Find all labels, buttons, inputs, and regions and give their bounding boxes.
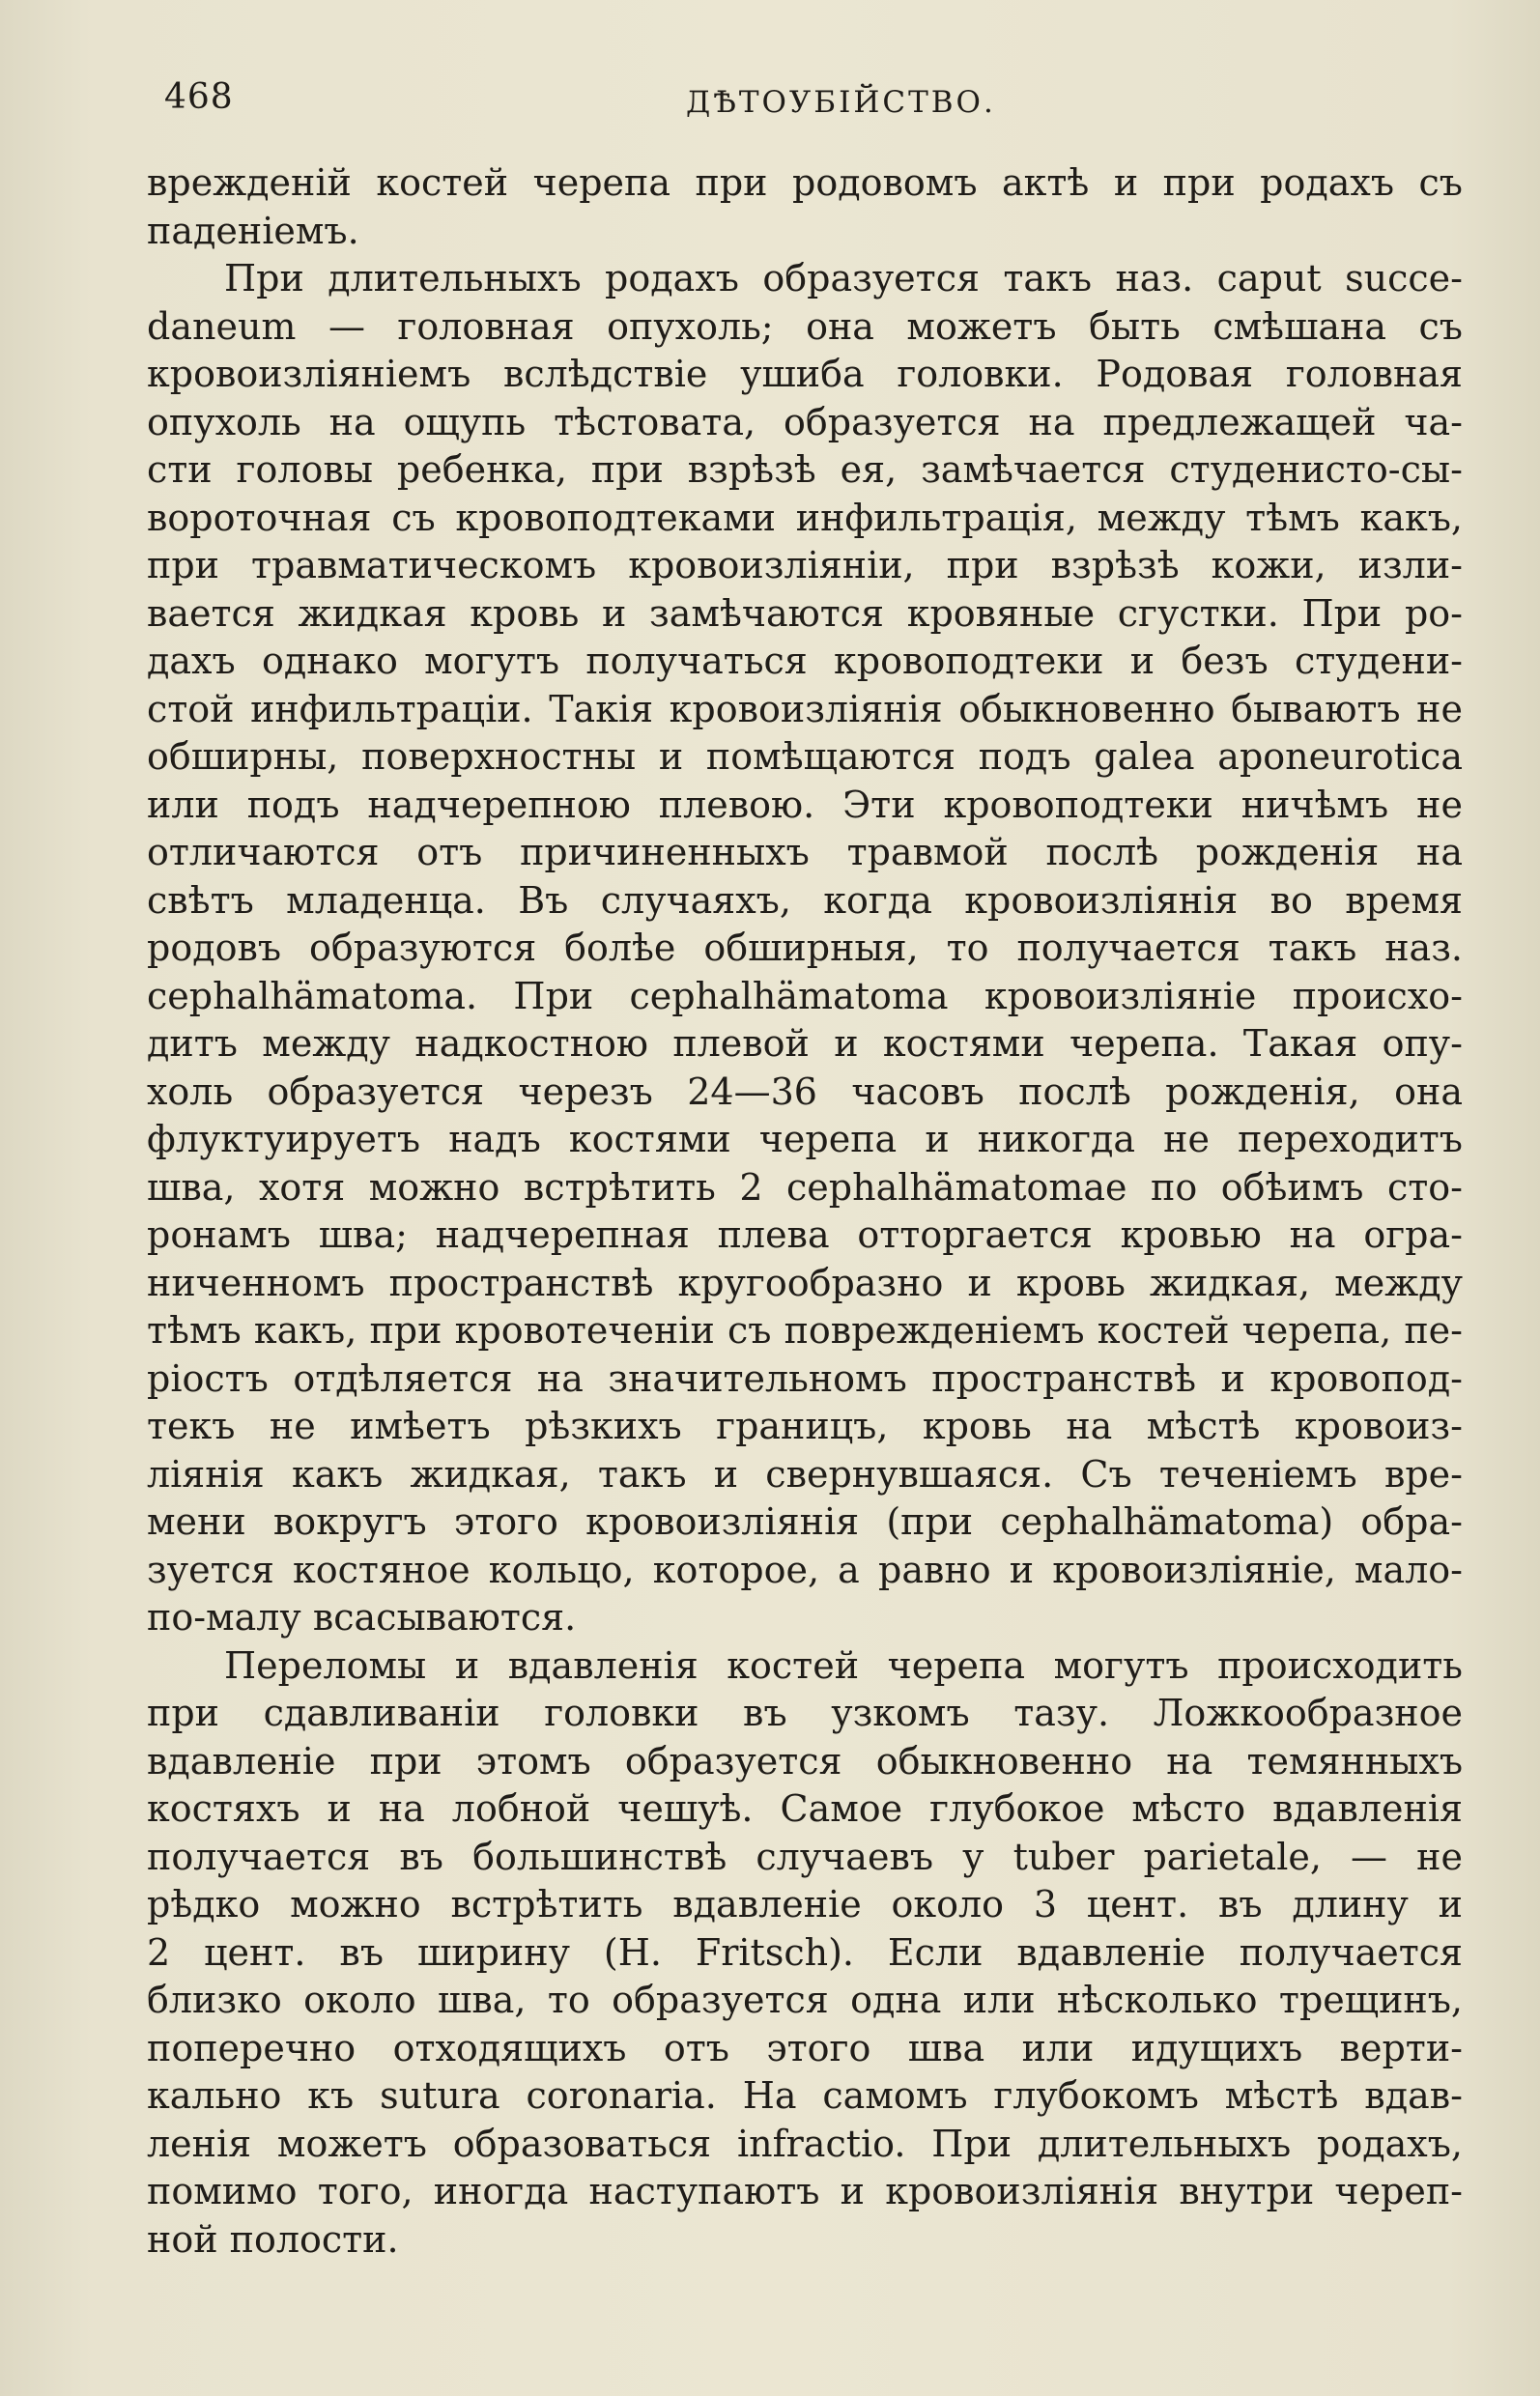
text-line: дахъ однако могутъ получаться кровоподтеки и безъ студени-	[147, 640, 1463, 682]
text-line: по-малу всасываются.	[147, 1596, 577, 1639]
text-line: стой инфильтраціи. Такія кровоизліянія обыкновенно бываютъ не	[147, 687, 1463, 730]
page-header	[164, 77, 1459, 135]
text-line: холь образуется черезъ 24—36 часовъ послѣ рожденія, она	[147, 1070, 1463, 1113]
text-line: или подъ надчерепною плевою. Эти кровоподтеки ничѣмъ не	[147, 783, 1463, 826]
text-line: дитъ между надкостною плевой и костями черепа. Такая опу-	[147, 1022, 1463, 1065]
text-line: зуется костяное кольцо, которое, а равно и кровоизліяніе, мало-	[147, 1548, 1463, 1591]
text-line: ліянія какъ жидкая, такъ и свернувшаяся. Съ теченіемъ вре-	[147, 1452, 1463, 1496]
text-line: daneum — головная опухоль; она можетъ быть смѣшана съ	[147, 304, 1463, 348]
text-line: cephalhämatoma. При cephalhämatoma кровоизліяніе происхо-	[147, 974, 1463, 1017]
text-line: ленія можетъ образоваться infractio. При длительныхъ родахъ,	[147, 2122, 1463, 2165]
running-title: ДѢТОУБІЙСТВО.	[686, 85, 996, 120]
text-line: вается жидкая кровь и замѣчаются кровяные сгустки. При ро-	[147, 591, 1463, 635]
text-line: Переломы и вдавленія костей черепа могутъ происходить	[224, 1643, 1463, 1687]
paragraph-2	[147, 255, 1463, 1642]
text-line: при сдавливаніи головки въ узкомъ тазу. Ложкообразное	[147, 1692, 1463, 1734]
text-line: помимо того, иногда наступаютъ и кровоизліянія внутри череп-	[147, 2170, 1463, 2212]
text-line: отличаются отъ причиненныхъ травмой послѣ рожденія на	[147, 831, 1463, 873]
text-line: ріостъ отдѣляется на значительномъ пространствѣ и кровопод-	[147, 1356, 1463, 1400]
page-number: 468	[164, 77, 234, 117]
text-line: текъ не имѣетъ рѣзкихъ границъ, кровь на мѣстѣ кровоиз-	[147, 1405, 1463, 1447]
text-line: при травматическомъ кровоизліяніи, при взрѣзѣ кожи, изли-	[147, 544, 1463, 586]
text-line: поперечно отходящихъ отъ этого шва или идущихъ верти-	[147, 2026, 1463, 2069]
text-line: вдавленіе при этомъ образуется обыкновенно на темянныхъ	[147, 1739, 1463, 1783]
text-line: родовъ образуются болѣе обширныя, то получается такъ наз.	[147, 927, 1463, 969]
text-line: паденіемъ.	[147, 209, 359, 252]
paragraph-3	[147, 1642, 1463, 2265]
text-line: кально къ sutura coronaria. На самомъ глубокомъ мѣстѣ вдав-	[147, 2074, 1463, 2117]
text-line: кровоизліяніемъ вслѣдствіе ушиба головки. Родовая головная	[147, 353, 1463, 395]
text-line: При длительныхъ родахъ образуется такъ наз. caput succe-	[224, 257, 1463, 300]
text-line: шва, хотя можно встрѣтить 2 cephalhämatomae по обѣимъ сто-	[147, 1165, 1463, 1209]
text-line: ной полости.	[147, 2217, 399, 2261]
text-line: 2 цент. въ ширину (H. Fritsch). Если вдавленіе получается	[147, 1930, 1463, 1974]
text-line: обширны, поверхностны и помѣщаются подъ galea aponeurotica	[147, 735, 1463, 778]
text-line: мени вокругъ этого кровоизліянія (при cephalhämatoma) обра-	[147, 1500, 1463, 1543]
text-line: опухоль на ощупь тѣстовата, образуется на предлежащей ча-	[147, 400, 1463, 443]
text-line: вороточная съ кровоподтеками инфильтрація, между тѣмъ какъ,	[147, 496, 1463, 539]
text-line: близко около шва, то образуется одна или нѣсколько трещинъ,	[147, 1979, 1463, 2021]
text-line: рѣдко можно встрѣтить вдавленіе около 3 цент. въ длину и	[147, 1883, 1463, 1925]
paragraph-1	[147, 159, 1463, 255]
text-line: врежденій костей черепа при родовомъ актѣ и при родахъ съ	[147, 161, 1463, 204]
text-line: свѣтъ младенца. Въ случаяхъ, когда кровоизліянія во время	[147, 878, 1463, 922]
text-line: флуктуируетъ надъ костями черепа и никогда не переходитъ	[147, 1118, 1463, 1160]
text-line: ронамъ шва; надчерепная плева отторгается кровью на огра-	[147, 1213, 1463, 1256]
text-line: сти головы ребенка, при взрѣзѣ ея, замѣчается студенисто-сы-	[147, 448, 1463, 491]
text-line: ниченномъ пространствѣ кругообразно и кровь жидкая, между	[147, 1261, 1463, 1304]
text-line: получается въ большинствѣ случаевъ у tuber parietale, — не	[147, 1835, 1463, 1878]
text-line: костяхъ и на лобной чешуѣ. Самое глубокое мѣсто вдавленія	[147, 1787, 1463, 1830]
body-text	[147, 159, 1463, 2264]
text-line: тѣмъ какъ, при кровотеченіи съ поврежденіемъ костей черепа, пе-	[147, 1309, 1463, 1352]
